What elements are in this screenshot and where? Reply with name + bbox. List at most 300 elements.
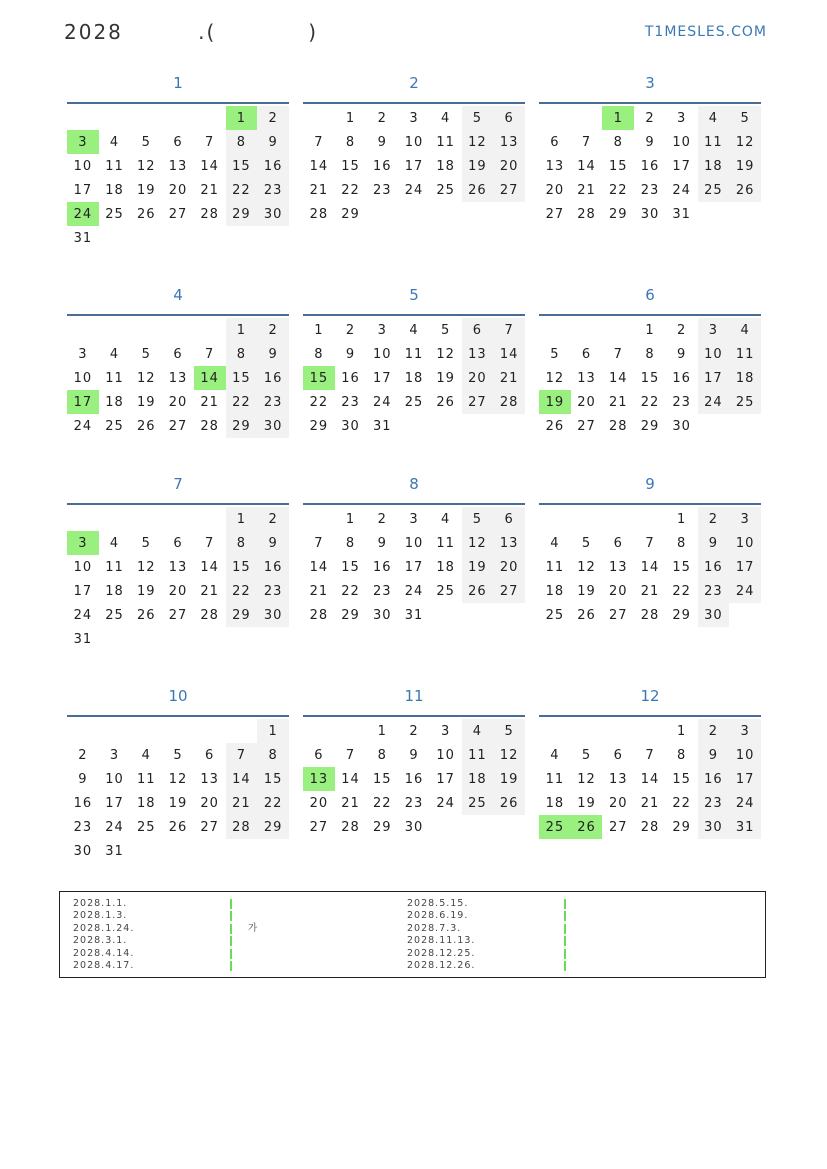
week-row — [539, 791, 761, 815]
day-cell: 15 — [672, 771, 691, 787]
site-logo[interactable]: T1MESLES.COM — [644, 24, 767, 40]
day-cell: 14 — [640, 559, 660, 575]
month-name: 8 — [409, 475, 419, 493]
day-cell: 23 — [257, 390, 289, 414]
holiday-date: 2028.5.15. — [407, 898, 469, 909]
day-cell: 25 — [462, 791, 494, 815]
day-cell: 21 — [640, 583, 660, 599]
day-cell: 9 — [677, 346, 687, 362]
day-cell: 16 — [73, 795, 93, 811]
holiday-date: 2028.3.1. — [73, 935, 128, 947]
week-row — [539, 719, 761, 743]
day-cell: 29 — [640, 418, 660, 434]
day-cell: 3 — [677, 110, 687, 126]
empty-cell — [602, 719, 634, 743]
day-cell: 1 — [677, 723, 687, 739]
day-cell: 9 — [78, 771, 88, 787]
week-row — [67, 767, 289, 791]
day-cell: 23 — [73, 819, 93, 835]
month-9 — [539, 469, 761, 627]
day-cell: 20 — [493, 154, 525, 178]
week-row — [303, 815, 525, 839]
day-cell: 29 — [608, 206, 628, 222]
week-row — [67, 531, 289, 555]
day-cell: 22 — [341, 182, 360, 198]
day-cell: 30 — [257, 202, 289, 226]
empty-cell — [539, 106, 571, 130]
month-divider — [67, 102, 289, 104]
day-cell: 17 — [729, 767, 761, 791]
day-cell: 6 — [173, 535, 183, 551]
day-cell: 5 — [141, 535, 151, 551]
empty-cell — [398, 202, 430, 226]
day-cell: 19 — [729, 154, 761, 178]
day-cell: 25 — [436, 182, 455, 198]
month-grid — [67, 507, 289, 651]
day-cell: 28 — [200, 607, 219, 623]
day-cell: 27 — [462, 390, 494, 414]
month-2 — [303, 68, 525, 226]
day-cell: 24 — [436, 795, 455, 811]
day-cell: 5 — [462, 106, 494, 130]
month-12 — [539, 681, 761, 839]
week-row — [539, 366, 761, 390]
day-cell: 4 — [729, 318, 761, 342]
empty-cell — [130, 507, 162, 531]
day-cell: 7 — [645, 535, 655, 551]
day-cell: 28 — [226, 815, 258, 839]
day-cell: 2 — [645, 110, 655, 126]
day-cell: 17 — [729, 555, 761, 579]
week-row — [539, 342, 761, 366]
day-cell: 22 — [341, 583, 360, 599]
month-divider — [303, 503, 525, 505]
day-cell: 30 — [404, 819, 424, 835]
day-cell: 26 — [168, 819, 188, 835]
day-cell: 3 — [67, 531, 99, 555]
day-cell: 11 — [105, 370, 124, 386]
day-cell: 16 — [672, 370, 691, 386]
day-cell: 3 — [729, 719, 761, 743]
day-cell: 3 — [409, 110, 419, 126]
month-divider — [539, 503, 761, 505]
day-cell: 17 — [436, 771, 455, 787]
day-cell: 18 — [105, 182, 124, 198]
day-cell: 10 — [729, 743, 761, 767]
empty-cell — [257, 839, 289, 863]
day-cell: 24 — [73, 418, 93, 434]
day-cell: 27 — [200, 819, 219, 835]
month-6 — [539, 280, 761, 438]
day-cell: 23 — [404, 795, 424, 811]
holiday-marker — [230, 899, 232, 909]
day-cell: 6 — [550, 134, 560, 150]
day-cell: 27 — [493, 579, 525, 603]
day-cell: 30 — [257, 603, 289, 627]
week-row — [539, 390, 761, 414]
week-row — [67, 366, 289, 390]
holiday-marker — [230, 936, 232, 946]
day-cell: 9 — [645, 134, 655, 150]
day-cell: 8 — [613, 134, 623, 150]
day-cell: 16 — [257, 366, 289, 390]
holiday-marker — [564, 924, 566, 934]
week-row — [67, 627, 289, 651]
day-cell: 18 — [462, 767, 494, 791]
day-cell: 14 — [341, 771, 360, 787]
day-cell: 28 — [309, 607, 329, 623]
day-cell: 8 — [677, 535, 687, 551]
empty-cell — [698, 414, 730, 438]
empty-cell — [303, 719, 335, 743]
day-cell: 20 — [309, 795, 329, 811]
day-cell: 16 — [341, 370, 360, 386]
day-cell: 21 — [200, 182, 219, 198]
week-row — [539, 507, 761, 531]
holiday-date: 2028.4.14. — [73, 947, 135, 959]
day-cell: 27 — [608, 607, 628, 623]
day-cell: 10 — [73, 370, 93, 386]
day-cell: 10 — [729, 531, 761, 555]
day-cell: 28 — [200, 206, 219, 222]
month-divider — [303, 102, 525, 104]
empty-cell — [226, 719, 258, 743]
day-cell: 23 — [672, 394, 691, 410]
week-row — [67, 130, 289, 154]
day-cell: 13 — [608, 559, 628, 575]
empty-cell — [130, 226, 162, 250]
empty-cell — [130, 719, 162, 743]
month-11 — [303, 681, 525, 839]
week-row — [303, 743, 525, 767]
month-grid — [67, 318, 289, 438]
day-cell: 15 — [226, 555, 258, 579]
day-cell: 7 — [314, 535, 324, 551]
day-cell: 25 — [136, 819, 156, 835]
empty-cell — [162, 318, 194, 342]
week-row — [539, 579, 761, 603]
day-cell: 7 — [314, 134, 324, 150]
month-name: 3 — [645, 74, 655, 92]
empty-cell — [462, 603, 494, 627]
day-cell: 17 — [73, 182, 93, 198]
day-cell: 30 — [698, 603, 730, 627]
day-cell: 14 — [309, 158, 329, 174]
day-cell: 31 — [372, 418, 392, 434]
day-cell: 11 — [462, 743, 494, 767]
empty-cell — [99, 226, 131, 250]
day-cell: 20 — [577, 394, 596, 410]
day-cell: 15 — [341, 158, 360, 174]
week-row — [67, 579, 289, 603]
day-cell: 24 — [404, 583, 424, 599]
day-cell: 5 — [141, 134, 151, 150]
day-cell: 7 — [493, 318, 525, 342]
day-cell: 9 — [345, 346, 356, 362]
day-cell: 12 — [545, 370, 565, 386]
day-cell: 25 — [539, 815, 571, 839]
week-row — [303, 366, 525, 390]
week-row — [539, 555, 761, 579]
day-cell: 12 — [462, 531, 494, 555]
day-cell: 19 — [136, 182, 156, 198]
day-cell: 6 — [462, 318, 494, 342]
week-row — [67, 507, 289, 531]
week-row — [67, 106, 289, 130]
day-cell: 26 — [571, 815, 603, 839]
month-8 — [303, 469, 525, 627]
day-cell: 11 — [436, 535, 455, 551]
week-row — [303, 507, 525, 531]
holiday-marker — [564, 949, 566, 959]
empty-cell — [571, 719, 603, 743]
empty-cell — [99, 318, 131, 342]
empty-cell — [335, 719, 367, 743]
week-row — [303, 130, 525, 154]
empty-cell — [194, 318, 226, 342]
empty-cell — [493, 815, 525, 839]
day-cell: 6 — [173, 346, 183, 362]
empty-cell — [99, 507, 131, 531]
day-cell: 14 — [194, 366, 226, 390]
day-cell: 19 — [136, 583, 156, 599]
day-cell: 21 — [341, 795, 360, 811]
day-cell: 21 — [309, 583, 329, 599]
day-cell: 1 — [345, 110, 356, 126]
day-cell: 29 — [672, 607, 691, 623]
day-cell: 19 — [136, 394, 156, 410]
day-cell: 14 — [200, 158, 219, 174]
day-cell: 3 — [109, 747, 120, 763]
day-cell: 21 — [200, 583, 219, 599]
day-cell: 13 — [545, 158, 565, 174]
day-cell: 23 — [640, 182, 660, 198]
week-row — [67, 318, 289, 342]
empty-cell — [226, 839, 258, 863]
empty-cell — [602, 507, 634, 531]
day-cell: 11 — [729, 342, 761, 366]
day-cell: 1 — [257, 719, 289, 743]
day-cell: 3 — [377, 322, 387, 338]
day-cell: 3 — [729, 507, 761, 531]
month-divider — [303, 314, 525, 316]
day-cell: 22 — [372, 795, 392, 811]
day-cell: 7 — [645, 747, 655, 763]
month-name: 5 — [409, 286, 419, 304]
holiday-marker — [230, 911, 232, 921]
day-cell: 28 — [608, 418, 628, 434]
day-cell: 6 — [581, 346, 592, 362]
day-cell: 4 — [462, 719, 494, 743]
empty-cell — [634, 719, 666, 743]
day-cell: 24 — [698, 390, 730, 414]
day-cell: 19 — [577, 583, 596, 599]
day-cell: 12 — [577, 771, 596, 787]
empty-cell — [257, 627, 289, 651]
week-row — [303, 318, 525, 342]
day-cell: 4 — [409, 322, 419, 338]
day-cell: 10 — [672, 134, 691, 150]
day-cell: 24 — [105, 819, 124, 835]
day-cell: 23 — [257, 579, 289, 603]
holiday-marker — [230, 949, 232, 959]
day-cell: 28 — [640, 607, 660, 623]
day-cell: 24 — [729, 791, 761, 815]
empty-cell — [130, 839, 162, 863]
week-row — [303, 555, 525, 579]
day-cell: 8 — [226, 130, 258, 154]
day-cell: 31 — [672, 206, 691, 222]
day-cell: 8 — [645, 346, 655, 362]
day-cell: 29 — [226, 603, 258, 627]
day-cell: 18 — [729, 366, 761, 390]
week-row — [303, 154, 525, 178]
empty-cell — [162, 839, 194, 863]
day-cell: 14 — [608, 370, 628, 386]
empty-cell — [226, 627, 258, 651]
month-grid — [303, 719, 525, 839]
week-row — [303, 767, 525, 791]
day-cell: 10 — [105, 771, 124, 787]
day-cell: 9 — [698, 743, 730, 767]
holiday-marker — [230, 961, 232, 971]
empty-cell — [462, 414, 494, 438]
week-row — [303, 390, 525, 414]
day-cell: 4 — [109, 134, 120, 150]
day-cell: 1 — [226, 106, 258, 130]
month-name: 4 — [173, 286, 183, 304]
day-cell: 14 — [640, 771, 660, 787]
day-cell: 21 — [493, 366, 525, 390]
empty-cell — [634, 507, 666, 531]
month-10 — [67, 681, 289, 863]
day-cell: 7 — [226, 743, 258, 767]
empty-cell — [729, 414, 761, 438]
week-row — [67, 791, 289, 815]
month-divider — [539, 102, 761, 104]
day-cell: 26 — [493, 791, 525, 815]
day-cell: 15 — [672, 559, 691, 575]
day-cell: 24 — [372, 394, 392, 410]
day-cell: 18 — [105, 394, 124, 410]
day-cell: 18 — [698, 154, 730, 178]
week-row — [303, 791, 525, 815]
empty-cell — [99, 627, 131, 651]
day-cell: 11 — [105, 158, 124, 174]
day-cell: 5 — [581, 747, 592, 763]
week-row — [303, 603, 525, 627]
empty-cell — [430, 202, 462, 226]
day-cell: 20 — [493, 555, 525, 579]
day-cell: 2 — [409, 723, 419, 739]
week-row — [67, 226, 289, 250]
day-cell: 28 — [640, 819, 660, 835]
day-cell: 30 — [640, 206, 660, 222]
week-row — [303, 178, 525, 202]
holiday-marker — [230, 924, 232, 934]
day-cell: 28 — [309, 206, 329, 222]
day-cell: 17 — [73, 583, 93, 599]
empty-cell — [729, 603, 761, 627]
day-cell: 5 — [581, 535, 592, 551]
day-cell: 26 — [729, 178, 761, 202]
day-cell: 26 — [462, 579, 494, 603]
day-cell: 2 — [677, 322, 687, 338]
holiday-date: 2028.11.13. — [407, 935, 476, 947]
day-cell: 22 — [226, 579, 258, 603]
day-cell: 25 — [729, 390, 761, 414]
week-row — [67, 719, 289, 743]
day-cell: 8 — [345, 134, 356, 150]
day-cell: 7 — [581, 134, 592, 150]
day-cell: 19 — [577, 795, 596, 811]
day-cell: 17 — [404, 559, 424, 575]
day-cell: 30 — [341, 418, 360, 434]
empty-cell — [194, 627, 226, 651]
day-cell: 12 — [168, 771, 188, 787]
day-cell: 24 — [404, 182, 424, 198]
day-cell: 7 — [205, 134, 215, 150]
day-cell: 23 — [372, 583, 392, 599]
day-cell: 26 — [136, 607, 156, 623]
day-cell: 20 — [168, 182, 188, 198]
day-cell: 3 — [67, 130, 99, 154]
day-cell: 11 — [545, 559, 565, 575]
month-grid — [303, 106, 525, 226]
day-cell: 5 — [141, 346, 151, 362]
empty-cell — [729, 202, 761, 226]
day-cell: 7 — [613, 346, 623, 362]
empty-cell — [539, 318, 571, 342]
week-row — [539, 202, 761, 226]
month-divider — [539, 715, 761, 717]
empty-cell — [462, 202, 494, 226]
day-cell: 29 — [341, 607, 360, 623]
day-cell: 27 — [168, 206, 188, 222]
day-cell: 7 — [345, 747, 356, 763]
day-cell: 27 — [168, 418, 188, 434]
day-cell: 1 — [677, 511, 687, 527]
holiday-list — [59, 891, 766, 978]
empty-cell — [430, 414, 462, 438]
holiday-marker — [564, 911, 566, 921]
day-cell: 16 — [372, 158, 392, 174]
empty-cell — [67, 318, 99, 342]
day-cell: 25 — [105, 607, 124, 623]
empty-cell — [698, 202, 730, 226]
day-cell: 21 — [577, 182, 596, 198]
day-cell: 15 — [341, 559, 360, 575]
day-cell: 29 — [672, 819, 691, 835]
day-cell: 4 — [109, 535, 120, 551]
empty-cell — [462, 815, 494, 839]
day-cell: 8 — [226, 531, 258, 555]
empty-cell — [194, 507, 226, 531]
day-cell: 22 — [672, 795, 691, 811]
day-cell: 4 — [698, 106, 730, 130]
day-cell: 9 — [257, 531, 289, 555]
day-cell: 21 — [226, 791, 258, 815]
week-row — [67, 390, 289, 414]
empty-cell — [539, 719, 571, 743]
day-cell: 24 — [73, 607, 93, 623]
day-cell: 25 — [404, 394, 424, 410]
day-cell: 17 — [698, 366, 730, 390]
month-divider — [303, 715, 525, 717]
month-name: 7 — [173, 475, 183, 493]
day-cell: 12 — [136, 158, 156, 174]
day-cell: 11 — [698, 130, 730, 154]
